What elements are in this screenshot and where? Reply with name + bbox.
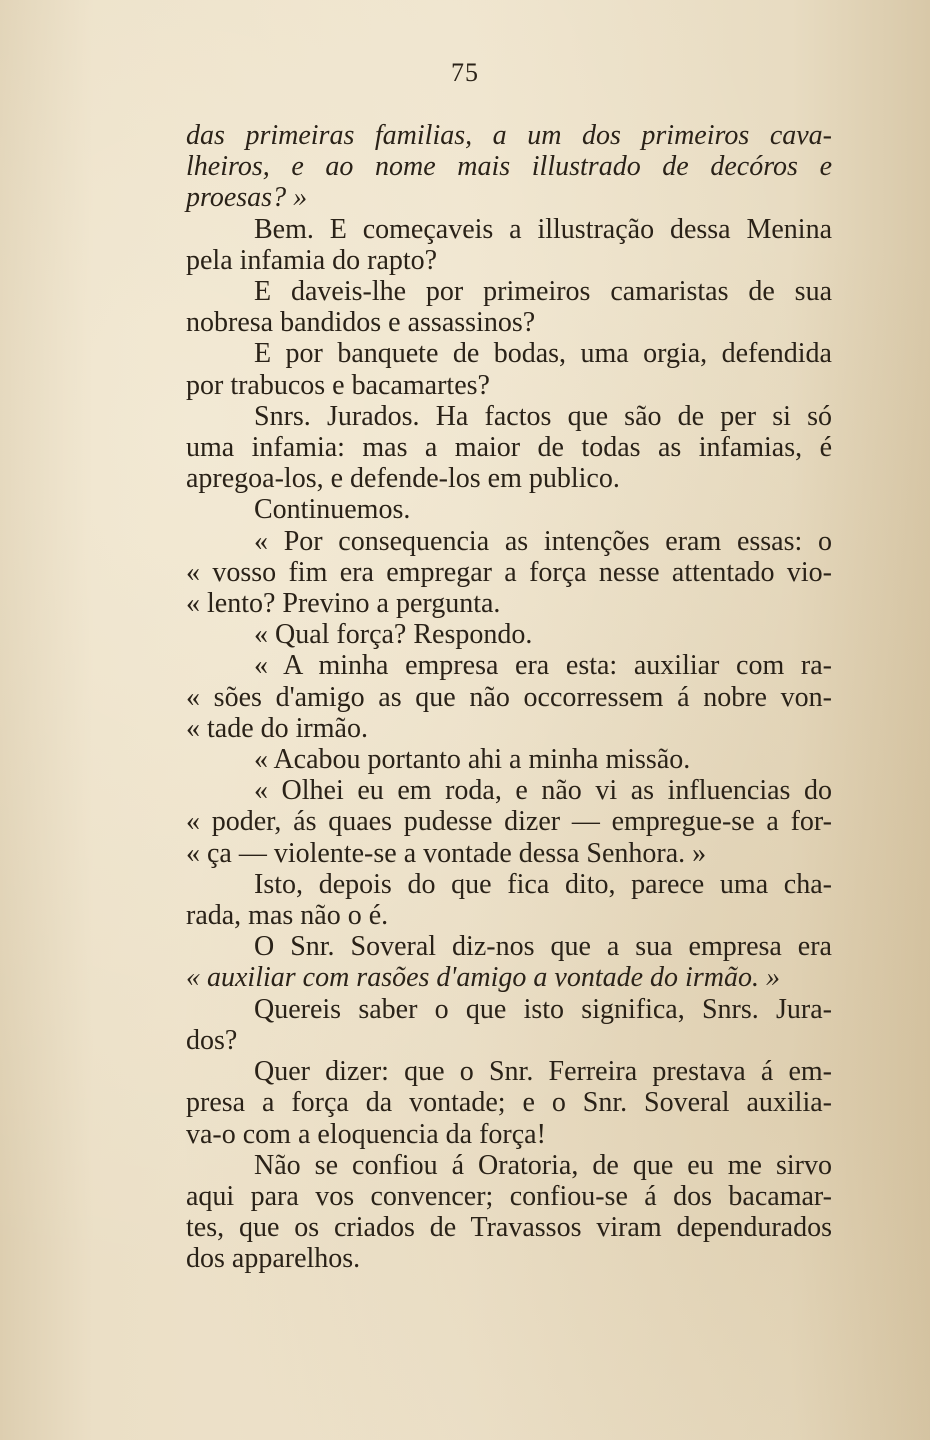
text-line: apregoa-los, e defende-los em publico. [186, 463, 620, 495]
text-line: dos apparelhos. [186, 1243, 361, 1275]
text-line: dos? [186, 1024, 238, 1056]
text-line: lheiros, e ao nome mais illustrado de decóros e [186, 151, 832, 183]
text-line: « Por consequencia as intenções eram essas: o [254, 525, 832, 557]
page-number: 75 [451, 58, 479, 87]
text-line: nobresa bandidos e assassinos? [186, 307, 536, 339]
text-line: Snrs. Jurados. Ha factos que são de per si só [254, 400, 832, 432]
text-line: va-o com a eloquencia da força! [186, 1118, 546, 1150]
text-line: uma infamia: mas a maior de todas as infamias, é [186, 432, 832, 464]
text-line: pela infamia do rapto? [186, 244, 438, 276]
text-line: « auxiliar com rasões d'amigo a vontade do irmão. » [186, 962, 780, 994]
text-line: tes, que os criados de Travassos viram dependurados [186, 1212, 832, 1244]
text-line: « Qual força? Respondo. [254, 619, 533, 651]
text-line: rada, mas não o é. [186, 900, 389, 932]
text-line: « A minha empresa era esta: auxiliar com ra- [254, 650, 832, 682]
text-line: E daveis-lhe por primeiros camaristas de sua [254, 276, 832, 308]
text-line: Quer dizer: que o Snr. Ferreira prestava á em- [254, 1056, 832, 1088]
text-line: por trabucos e bacamartes? [186, 369, 490, 401]
text-line: Isto, depois do que fica dito, parece uma cha- [254, 868, 832, 900]
text-line: « tade do irmão. [186, 712, 368, 744]
text-line: E por banquete de bodas, uma orgia, defendida [254, 338, 832, 370]
text-line: das primeiras familias, a um dos primeiros cava- [186, 120, 832, 151]
text-line: « Acabou portanto ahi a minha missão. [254, 744, 691, 776]
text-line: « vosso fim era empregar a força nesse attentado vio- [186, 556, 832, 588]
text-line: presa a força da vontade; e o Snr. Soveral auxilia- [186, 1087, 832, 1119]
text-line: O Snr. Soveral diz-nos que a sua empresa era [254, 931, 832, 963]
text-line: « poder, ás quaes pudesse dizer — empregue-se a for- [186, 806, 832, 838]
text-line: « lento? Previno a pergunta. [186, 588, 501, 620]
text-line: aqui para vos convencer; confiou-se á dos bacamar- [186, 1180, 832, 1212]
text-line: « ça — violente-se a vontade dessa Senhora. » [186, 837, 707, 869]
text-line: Quereis saber o que isto significa, Snrs. Jura- [254, 993, 832, 1025]
text-line: « sões d'amigo as que não occorressem á nobre von- [186, 681, 832, 713]
text-line: Não se confiou á Oratoria, de que eu me sirvo [254, 1149, 832, 1181]
text-line: « Olhei eu em roda, e não vi as influencias do [254, 775, 832, 807]
text-line: proesas? » [186, 182, 308, 214]
text-line: Continuemos. [254, 494, 411, 526]
body-text [186, 120, 832, 1275]
text-line: Bem. E começaveis a illustração dessa Menina [254, 213, 832, 245]
